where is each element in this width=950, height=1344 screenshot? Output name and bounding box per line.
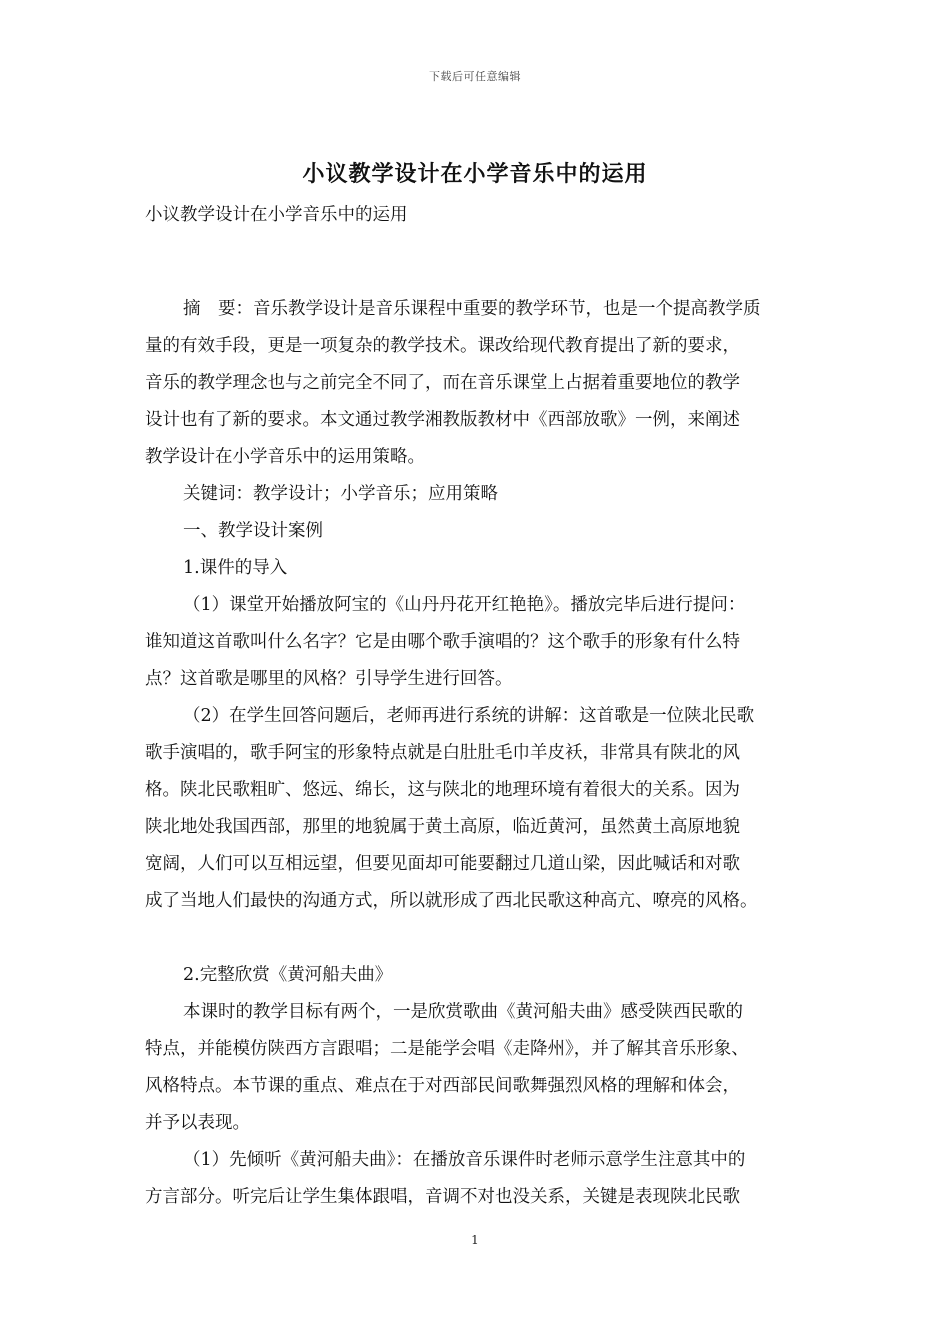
document-body [145,197,825,1216]
paragraph-line: （1）先倾听《黄河船夫曲》：在播放音乐课件时老师示意学生注意其中的 [183,1150,746,1170]
subtitle: 小议教学设计在小学音乐中的运用 [145,205,408,225]
paragraph-line: 本课时的教学目标有两个，一是欣赏歌曲《黄河船夫曲》感受陕西民歌的 [183,1002,743,1022]
subsection-heading: 2.完整欣赏《黄河船夫曲》 [183,965,393,985]
paragraph-line: 宽阔，人们可以互相远望，但要见面却可能要翻过几道山梁，因此喊话和对歌 [145,854,740,874]
section-heading: 一、教学设计案例 [183,521,323,541]
paragraph-line: 风格特点。本节课的重点、难点在于对西部民间歌舞强烈风格的理解和体会， [145,1076,740,1096]
paragraph-line: 格。陕北民歌粗旷、悠远、绵长，这与陕北的地理环境有着很大的关系。因为 [145,780,740,800]
abstract-line: 音乐的教学理念也与之前完全不同了，而在音乐课堂上占据着重要地位的教学 [145,373,740,393]
abstract-line: 摘 要：音乐教学设计是音乐课程中重要的教学环节，也是一个提高教学质 [183,299,761,319]
paragraph-line: 歌手演唱的，歌手阿宝的形象特点就是白肚肚毛巾羊皮袄，非常具有陕北的风 [145,743,740,763]
paragraph-line: 成了当地人们最快的沟通方式，所以就形成了西北民歌这种高亢、嘹亮的风格。 [145,891,758,911]
keywords: 关键词：教学设计；小学音乐；应用策略 [183,484,498,504]
paragraph-line: 并予以表现。 [145,1113,250,1133]
paragraph-line: （2）在学生回答问题后，老师再进行系统的讲解：这首歌是一位陕北民歌 [183,706,755,726]
paragraph-line: 特点，并能模仿陕西方言跟唱；二是能学会唱《走降州》，并了解其音乐形象、 [145,1039,749,1059]
page-number: 1 [471,1233,479,1247]
paragraph-line: 方言部分。听完后让学生集体跟唱，音调不对也没关系，关键是表现陕北民歌 [145,1187,740,1207]
document-title: 小议教学设计在小学音乐中的运用 [302,161,648,187]
paragraph-line: 谁知道这首歌叫什么名字？它是由哪个歌手演唱的？这个歌手的形象有什么特 [145,632,740,652]
page-header: 下载后可任意编辑 [429,70,521,83]
paragraph-line: （1）课堂开始播放阿宝的《山丹丹花开红艳艳》。播放完毕后进行提问： [183,595,746,615]
abstract-line: 设计也有了新的要求。本文通过教学湘教版教材中《西部放歌》一例，来阐述 [145,410,740,430]
abstract-line: 量的有效手段，更是一项复杂的教学技术。课改给现代教育提出了新的要求， [145,336,740,356]
subsection-heading: 1.课件的导入 [183,558,288,578]
paragraph-line: 点？这首歌是哪里的风格？引导学生进行回答。 [145,669,513,689]
abstract-line: 教学设计在小学音乐中的运用策略。 [145,447,425,467]
paragraph-line: 陕北地处我国西部，那里的地貌属于黄土高原，临近黄河，虽然黄土高原地貌 [145,817,740,837]
